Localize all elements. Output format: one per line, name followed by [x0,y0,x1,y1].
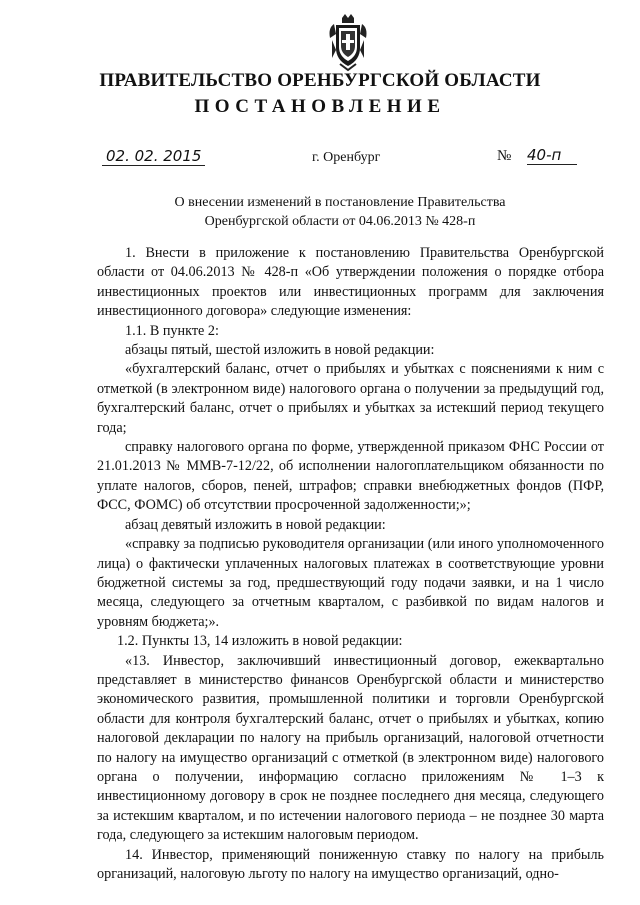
body-paragraph: абзац девятый изложить в новой редакции: [125,516,386,533]
body-paragraph: абзацы пятый, шестой изложить в новой редакции: [125,342,435,359]
subject-line: О внесении изменений в постановление Правительства [174,195,506,210]
body-paragraph: 1. Внести в приложение к постановлению Правительства Оренбургской области от 04.06.2013 № 428-п «Об утверждении положения о порядке отбора инвестиционных проектов или инвестиционных программ для заключения инвестиционного договора» следующие изменения: [97,245,604,320]
document-date: 02. 02. 2015 [102,147,205,166]
document-body [97,244,604,884]
subject-line: Оренбургской области от 04.06.2013 № 428-п [204,214,476,229]
organization-title: ПРАВИТЕЛЬСТВО ОРЕНБУРГСКОЙ ОБЛАСТИ [99,70,541,91]
document-number: 40-п [527,146,577,165]
body-paragraph: «справку за подписью руководителя организации (или иного уполномоченного лица) о фактически уплаченных налоговых платежах в соответствующие уровни бюджетной системы за год, предшествующий году подачи заявки, и на 1 число месяца, следующего за отчетным кварталом, с разбивкой по видам налогов и уровням бюджета;». [97,536,604,630]
coat-of-arms-icon [326,14,370,72]
body-paragraph: справку налогового органа по форме, утвержденной приказом ФНС России от 21.01.2013 № ММВ-7-12/22, об исполнении налогоплательщиком обязанности по уплате налогов, сборов, пеней, штрафов; справки внебюджетных фондов (ПФР, ФСС, ФОМС) об отсутствии просроченной задолженности;»; [97,439,604,514]
body-paragraph: 1.2. Пункты 13, 14 изложить в новой редакции: [117,633,403,650]
body-paragraph: «бухгалтерский баланс, отчет о прибылях и убытках с пояснениями к ним с отметкой (в электронном виде) налогового органа о получении за предыдущий год, бухгалтерский баланс, отчет о прибылях и убытках за истекший период текущего года; [97,361,604,436]
document-type-title: ПОСТАНОВЛЕНИЕ [194,96,446,117]
body-paragraph: 14. Инвестор, применяющий пониженную ставку по налогу на прибыль организаций, налоговую льготу по налогу на имущество организаций, одно- [97,846,604,882]
document-subject [120,193,560,231]
document-city: г. Оренбург [312,150,381,165]
body-paragraph: 1.1. В пункте 2: [125,322,219,339]
document-number-label: № [497,148,512,164]
body-paragraph: «13. Инвестор, заключивший инвестиционный договор, ежеквартально представляет в министерство финансов Оренбургской области и министерство экономического развития, промышленной политики и торговли Оренбургской области для контроля бухгалтерский баланс, отчет о прибылях и убытках, копию налоговой декларации по налогу на прибыль организаций, налоговой отчетности по налогу на имущество организаций с отметкой (в электронном виде) налогового органа о получении, информацию согласно приложениям № 1–3 к инвестиционному договору в срок не позднее последнего дня месяца, следующего за истекшим кварталом, и по истечении налогового периода – не позднее 30 марта года, следующего за истекшим налоговым периодом. [97,652,604,844]
